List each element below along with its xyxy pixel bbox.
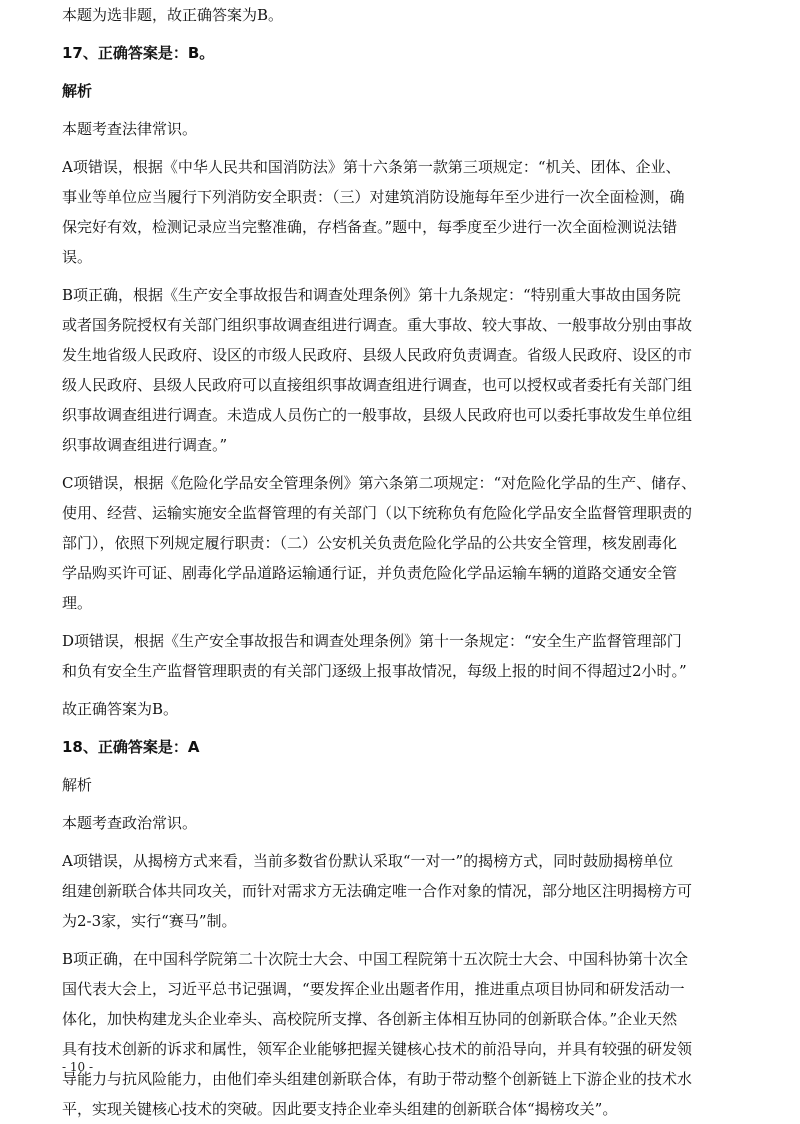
paragraph-line: C项错误，根据《危险化学品安全管理条例》第六条第二项规定：“对危险化学品的生产、储存、 (62, 474, 697, 492)
paragraph-line: 发生地省级人民政府、设区的市级人民政府、县级人民政府负责调查。省级人民政府、设区的市 (62, 346, 693, 364)
paragraph-line: B项正确，在中国科学院第二十次院士大会、中国工程院第十五次院士大会、中国科协第十次全 (62, 950, 689, 968)
q17-option-d (62, 626, 752, 686)
q17-option-a (62, 152, 752, 272)
q17-analysis-label: 解析 (62, 82, 93, 100)
q17-conclusion: 故正确答案为B。 (62, 700, 179, 718)
q18-answer-heading: 18、正确答案是：A (62, 738, 200, 756)
paragraph-line: D项错误，根据《生产安全事故报告和调查处理条例》第十一条规定：“安全生产监督管理部门 (62, 632, 682, 650)
paragraph-line: 为2-3家，实行“赛马”制。 (62, 912, 237, 930)
q17-answer-heading: 17、正确答案是：B。 (62, 44, 215, 62)
paragraph-line: 体化，加快构建龙头企业牵头、高校院所支撑、各创新主体相互协同的创新联合体。”企业天然 (62, 1010, 678, 1028)
paragraph-line: 误。 (62, 248, 93, 266)
q18-option-a (62, 846, 752, 936)
paragraph-line: 组建创新联合体共同攻关，而针对需求方无法确定唯一合作对象的情况，部分地区注明揭榜方可 (62, 882, 693, 900)
paragraph-line: 使用、经营、运输实施安全监督管理的有关部门（以下统称负有危险化学品安全监督管理职责的 (62, 504, 693, 522)
q18-analysis-label: 解析 (62, 776, 93, 794)
paragraph-line: 具有技术创新的诉求和属性，领军企业能够把握关键核心技术的前沿导向，并具有较强的研发领 (62, 1040, 693, 1058)
paragraph-line: 和负有安全生产监督管理职责的有关部门逐级上报事故情况，每级上报的时间不得超过2小时。” (62, 662, 687, 680)
q18-option-b (62, 944, 752, 1124)
q17-option-c (62, 468, 752, 618)
q18-intro: 本题考查政治常识。 (62, 814, 198, 832)
previous-conclusion: 本题为选非题，故正确答案为B。 (62, 6, 284, 24)
paragraph-line: 理。 (62, 594, 93, 612)
paragraph-line: 部门），依照下列规定履行职责：（二）公安机关负责危险化学品的公共安全管理，核发剧毒化 (62, 534, 678, 552)
paragraph-line: A项错误，从揭榜方式来看，当前多数省份默认采取“一对一”的揭榜方式，同时鼓励揭榜单位 (62, 852, 674, 870)
paragraph-line: 级人民政府、县级人民政府可以直接组织事故调查组进行调查，也可以授权或者委托有关部门组 (62, 376, 693, 394)
q17-option-b (62, 280, 752, 460)
page-number: - 10 - (62, 1060, 94, 1074)
paragraph-line: 织事故调查组进行调查。” (62, 436, 228, 454)
paragraph-line: 织事故调查组进行调查。未造成人员伤亡的一般事故，县级人民政府也可以委托事故发生单位组 (62, 406, 693, 424)
paragraph-line: 保完好有效，检测记录应当完整准确，存档备查。”题中，每季度至少进行一次全面检测说法错 (62, 218, 678, 236)
paragraph-line: 学品购买许可证、剧毒化学品道路运输通行证，并负责危险化学品运输车辆的道路交通安全管 (62, 564, 678, 582)
paragraph-line: 国代表大会上，习近平总书记强调，“要发挥企业出题者作用，推进重点项目协同和研发活动一 (62, 980, 685, 998)
q17-intro: 本题考查法律常识。 (62, 120, 198, 138)
paragraph-line: 导能力与抗风险能力，由他们牵头组建创新联合体，有助于带动整个创新链上下游企业的技术水 (62, 1070, 693, 1088)
paragraph-line: B项正确，根据《生产安全事故报告和调查处理条例》第十九条规定：“特别重大事故由国务院 (62, 286, 681, 304)
paragraph-line: 或者国务院授权有关部门组织事故调查组进行调查。重大事故、较大事故、一般事故分别由事故 (62, 316, 693, 334)
paragraph-line: A项错误，根据《中华人民共和国消防法》第十六条第一款第三项规定：“机关、团体、企业、 (62, 158, 681, 176)
paragraph-line: 平，实现关键核心技术的突破。因此要支持企业牵头组建的创新联合体“揭榜攻关”。 (62, 1100, 618, 1118)
paragraph-line: 事业等单位应当履行下列消防安全职责：（三）对建筑消防设施每年至少进行一次全面检测，确 (62, 188, 685, 206)
